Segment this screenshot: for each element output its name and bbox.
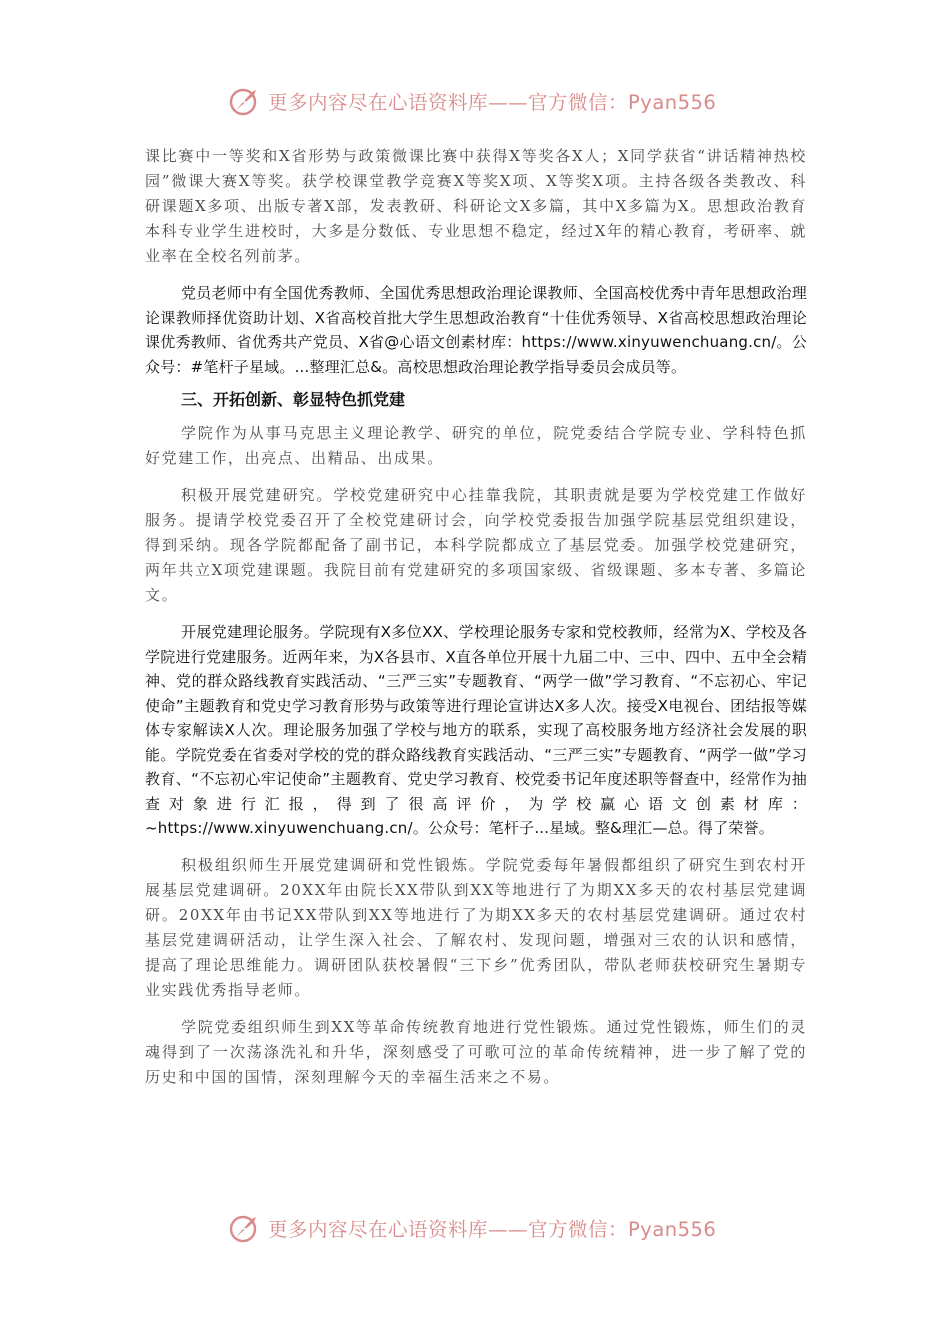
paragraph-college-intro: 学院作为从事马克思主义理论教学、研究的单位，院党委结合学院专业、学科特色抓好党建工作，出亮点、出精品、出成果。 [145, 424, 807, 467]
paragraph-awards: 课比赛中一等奖和X省形势与政策微课比赛中获得X等奖各X人；X同学获省“讲话精神热校园”微课大赛X等奖。获学校课堂教学竞赛X等奖X项、X等奖X项。主持各级各类教改、科研课题X多项、出版专著X部，发表教研、科研论文X多篇，其中X多篇为X。思想政治教育本科专业学生进校时，大多是分数低、专业思想不稳定，经过X年的精心教育，考研率、就业率在全校名列前茅。 [145, 147, 807, 265]
footer-banner [228, 1211, 728, 1245]
pen-logo-icon [228, 84, 262, 118]
header-banner [228, 84, 728, 118]
section-heading-3: 三、开拓创新、彰显特色抓党建 [181, 390, 406, 409]
paragraph-party-teachers: 党员老师中有全国优秀教师、全国优秀思想政治理论课教师、全国高校优秀中青年思想政治理论课教师择优资助计划、X省高校首批大学生思想政治教育“十佳优秀领导、X省高校思想政治理论课优秀教师、省优秀共产党员、X省@心语文创素材库：https://www.xinyuwenchuang.cn/。公众号：#笔杆子星域。...整理汇总&。高校思想政治理论教学指导委员会成员等。 [145, 284, 807, 376]
paragraph-theory-service: 开展党建理论服务。学院现有X多位XX、学校理论服务专家和党校教师，经常为X、学校及各学院进行党建服务。近两年来，为X各县市、X直各单位开展十九届二中、三中、四中、五中全会精神、党的群众路线教育实践活动、“三严三实”专题教育、“两学一做”学习教育、“不忘初心、牢记使命”主题教育和党史学习教育形势与政策等进行理论宣讲达X多人次。接受X电视台、团结报等媒体专家解读X人次。理论服务加强了学校与地方的联系，实现了高校服务地方经济社会发展的职能。学院党委在省委对学校的党的群众路线教育实践活动、“三严三实”专题教育、“两学一做”学习教育、“不忘初心牢记使命”主题教育、党史学习教育、校党委书记年度述职等督查中，经常作为抽查对象进行汇报，得到了很高评价，为学校赢心语文创素材库：~https://www.xinyuwenchuang.cn/。公众号：笔杆子...星域。整&理汇—总。得了荣誉。 [145, 623, 807, 837]
paragraph-party-research: 积极开展党建研究。学校党建研究中心挂靠我院，其职责就是要为学校党建工作做好服务。提请学校党委召开了全校党建研讨会，向学校党委报告加强学院基层党组织建设，得到采纳。现各学院都配备了副书记，本科学院都成立了基层党委。加强学校党建研究，两年共立X项党建课题。我院目前有党建研究的多项国家级、省级课题、多本专著、多篇论文。 [145, 486, 807, 604]
paragraph-field-research: 积极组织师生开展党建调研和党性锻炼。学院党委每年暑假都组织了研究生到农村开展基层党建调研。20XX年由院长XX带队到XX等地进行了为期XX多天的农村基层党建调研。20XX年由书记XX带队到XX等地进行了为期XX多天的农村基层党建调研。通过农村基层党建调研活动，让学生深入社会、了解农村、发现问题，增强对三农的认识和感情，提高了理论思维能力。调研团队获校暑假“三下乡”优秀团队，带队老师获校研究生暑期专业实践优秀指导老师。 [145, 855, 807, 999]
banner-text: 更多内容尽在心语资料库——官方微信：Pyan556 [268, 91, 717, 114]
wechat-id: Pyan556 [628, 91, 717, 114]
pen-logo-icon [228, 1211, 262, 1245]
wechat-id: Pyan556 [628, 1218, 717, 1241]
document-body [145, 144, 807, 1090]
banner-text: 更多内容尽在心语资料库——官方微信：Pyan556 [268, 1218, 717, 1241]
paragraph-party-training: 学院党委组织师生到XX等革命传统教育地进行党性锻炼。通过党性锻炼，师生们的灵魂得到了一次荡涤洗礼和升华，深刻感受了可歌可泣的革命传统精神，进一步了解了党的历史和中国的国情，深刻理解今天的幸福生活来之不易。 [145, 1017, 807, 1086]
